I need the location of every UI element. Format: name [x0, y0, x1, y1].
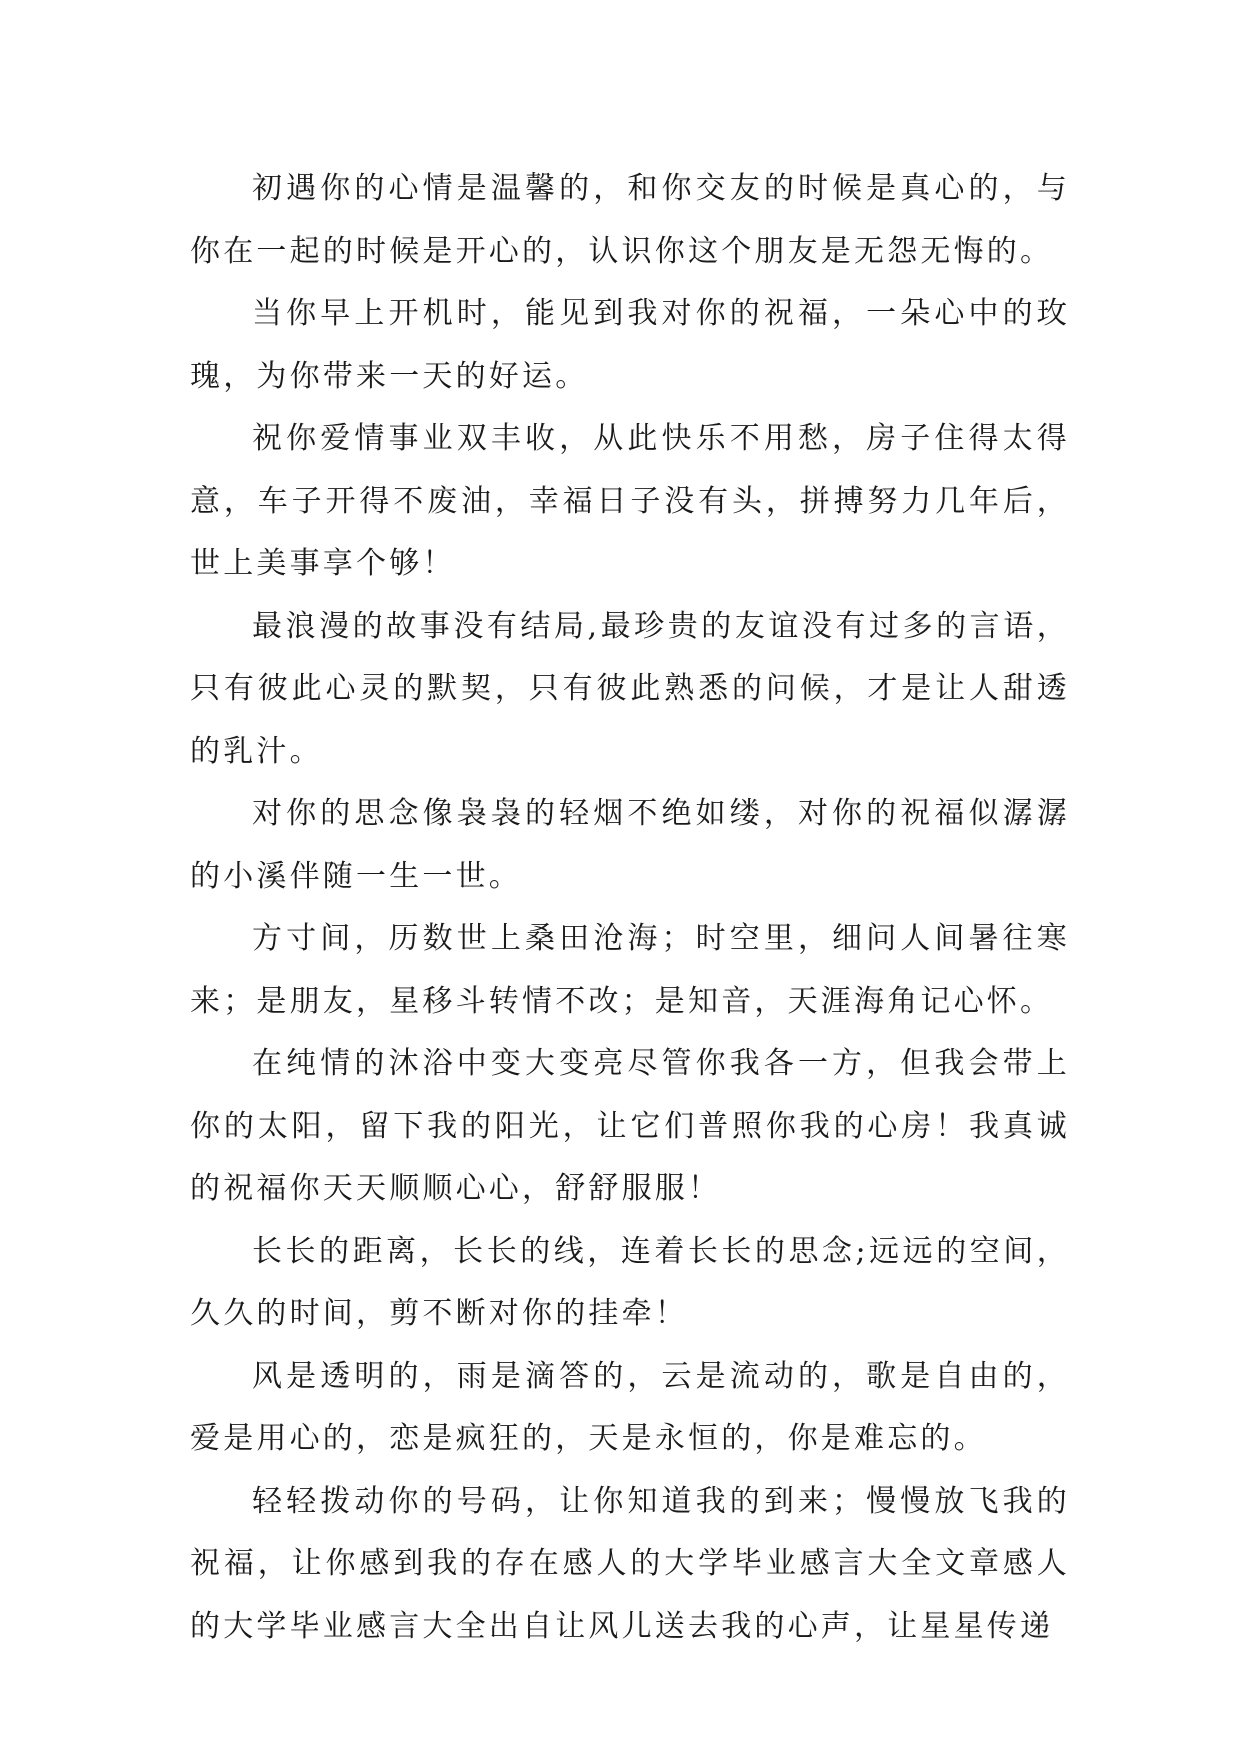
paragraph-2: 当你早上开机时，能见到我对你的祝福，一朵心中的玫瑰，为你带来一天的好运。 — [190, 296, 1070, 394]
paragraph-10: 轻轻拨动你的号码，让你知道我的到来；慢慢放飞我的祝福，让你感到我的存在感人的大学毕业感言大全文章感人的大学毕业感言大全出自让风儿送去我的心声，让星星传递 — [190, 1483, 1070, 1644]
paragraph-9: 风是透明的，雨是滴答的，云是流动的，歌是自由的，爱是用心的，恋是疯狂的，天是永恒的，你是难忘的。 — [190, 1358, 1070, 1456]
paragraph-5: 对你的思念像袅袅的轻烟不绝如缕，对你的祝福似潺潺的小溪伴随一生一世。 — [190, 796, 1070, 894]
paragraph-3: 祝你爱情事业双丰收，从此快乐不用愁，房子住得太得意，车子开得不废油，幸福日子没有头，拼搏努力几年后，世上美事享个够！ — [190, 421, 1070, 581]
paragraph-4: 最浪漫的故事没有结局,最珍贵的友谊没有过多的言语，只有彼此心灵的默契，只有彼此熟悉的问候，才是让人甜透的乳汁。 — [190, 608, 1070, 769]
document-body — [190, 158, 1070, 1658]
paragraph-8: 长长的距离，长长的线，连着长长的思念;远远的空间，久久的时间，剪不断对你的挂牵！ — [190, 1233, 1070, 1331]
paragraph-1: 初遇你的心情是温馨的，和你交友的时候是真心的，与你在一起的时候是开心的，认识你这个朋友是无怨无悔的。 — [190, 171, 1070, 269]
paragraph-7: 在纯情的沐浴中变大变亮尽管你我各一方，但我会带上你的太阳，留下我的阳光，让它们普照你我的心房！我真诚的祝福你天天顺顺心心，舒舒服服！ — [190, 1046, 1070, 1206]
paragraph-6: 方寸间，历数世上桑田沧海；时空里，细问人间暑往寒来；是朋友，星移斗转情不改；是知音，天涯海角记心怀。 — [190, 921, 1070, 1019]
